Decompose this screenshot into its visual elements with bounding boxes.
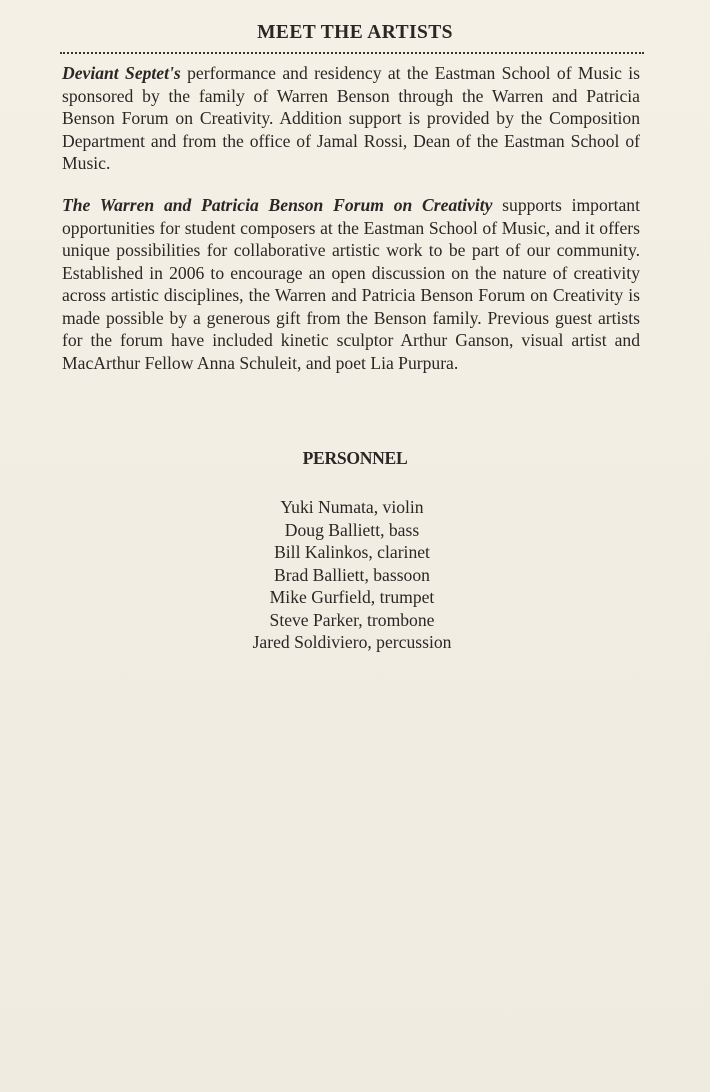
dotted-divider — [60, 52, 644, 54]
personnel-item: Bill Kalinkos, clarinet — [274, 542, 430, 562]
ensemble-name: Deviant Septet's — [62, 63, 181, 83]
forum-name: The Warren and Patricia Benson Forum on Creativity — [62, 195, 493, 215]
personnel-item: Steve Parker, trombone — [269, 609, 435, 630]
personnel-item: Yuki Numata, violin — [280, 497, 424, 517]
personnel-item: Mike Gurfield, trumpet — [269, 587, 435, 607]
forum-paragraph — [62, 194, 640, 374]
personnel-list — [0, 496, 704, 654]
forum-text: supports important opportunities for student composers at the Eastman School of Music, and it offers unique possibilities for collaborative artistic work to be part of our community. Established in 2006 to encourage an open discussion on the nature of creativity across artistic disciplines, the Warren and Patricia Benson Forum on Creativity is made possible by a generous gift from the Benson family. Previous guest artists for the forum have included kinetic sculptor Arthur Ganson, visual artist and MacArthur Fellow Anna Schuleit, and poet Lia Purpura. — [62, 195, 640, 373]
personnel-item: Brad Balliett, bassoon — [274, 564, 430, 585]
personnel-item: Doug Balliett, bass — [284, 519, 420, 540]
personnel-heading: PERSONNEL — [302, 448, 408, 468]
sponsor-text: performance and residency at the Eastman School of Music is sponsored by the family of Warren Benson through the Warren and Patricia Benson Forum on Creativity. Addition support is provided by the Composition Department and from the office of Jamal Rossi, Dean of the Eastman School of Music. — [62, 63, 640, 173]
sponsor-paragraph — [62, 62, 640, 175]
personnel-item: Jared Soldiviero, percussion — [252, 632, 452, 652]
page-heading: MEET THE ARTISTS — [257, 22, 453, 43]
